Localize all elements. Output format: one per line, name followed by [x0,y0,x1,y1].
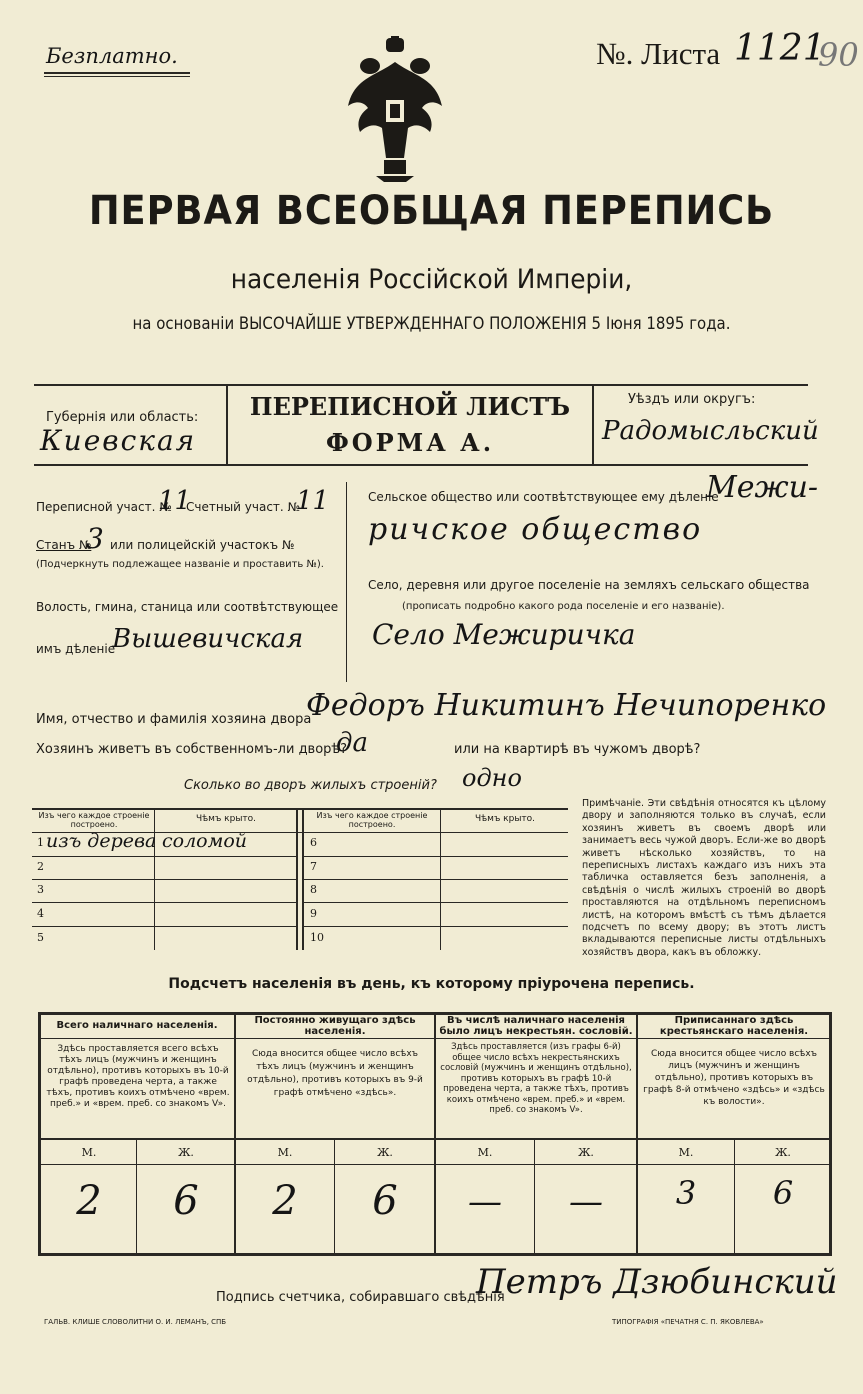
owner-name-label: Имя, отчество и фамилія хозяина двора [36,712,312,727]
note-underline: (Подчеркнуть подлежащее названіе и проставить №). [36,559,324,570]
buildings-table [32,808,568,950]
m-label: М. [477,1146,493,1159]
buildings-label: Сколько во дворъ жилыхъ строеній? [184,778,437,793]
col-desc-noncrest: Здѣсь проставляется (изъ графы 6-й) общее число всѣхъ некрестьянскихъ сословій (мужчинъ и женщинъ отдѣльно), противъ которыхъ въ графѣ 10-й проведена черта, а также тѣхъ, противъ коихъ отмѣчено «врем. преб.» и «врем. преб. со знакомъ V». [440,1042,632,1115]
f-label: Ж. [775,1146,791,1159]
form-subtitle: ФОРМА А. [325,428,495,457]
row-material: изъ дерева [46,830,157,852]
total-male-value: 2 [76,1178,102,1224]
village-value: Село Межиричка [372,618,636,651]
col-desc-peasant: Сюда вносится общее число всѣхъ лицъ (мужчинъ и женщинъ отдѣльно), противъ которыхъ въ графѣ 8-й отмѣчено «здѣсь» и «здѣсь къ волости». [643,1049,825,1107]
col-title-total: Всего наличнаго населенія. [56,1020,218,1031]
row-number: 4 [37,907,44,920]
count-area-label: Счетный участ. № [186,500,301,514]
permanent-male-value: 2 [272,1178,298,1224]
sub-title: населенія Россійской Имперіи, [230,264,633,295]
society-value-2: ричское общество [368,512,703,547]
sheet-number-extra: 90 [818,36,859,74]
m-label: М. [81,1146,97,1159]
row-number: 6 [310,836,317,849]
row-number: 2 [37,860,44,873]
guberniya-label: Губернія или область: [46,410,199,425]
remark-note: Примѣчаніе. Эти свѣдѣнія относятся къ цѣлому двору и заполняются только въ случаѣ, если хозяинъ живетъ въ своемъ дворѣ или занимаетъ весь чужой дворъ. Если-же во дворѣ живетъ нѣсколько хозяйствъ, то на переписныхъ листахъ каждаго изъ нихъ эта табличка оставляется безъ заполненія, а свѣдѣнія о числѣ жилыхъ строеній во дворѣ проставляются на отдѣльномъ переписномъ листѣ, на которомъ вмѣстѣ съ тѣмъ дѣлается подсчетъ по всему двору; въ этотъ листъ вкладываются переписные листы отдѣльныхъ хозяйствъ двора, какъ въ обложку. [582,798,826,958]
material-header-right: Изъ чего каждое строеніе построено. [316,811,428,829]
noncrest-female-value: — [569,1182,603,1222]
row-number: 10 [310,931,324,944]
volost-label: Волость, гмина, станица или соотвѣтствующее [36,600,339,614]
guberniya-value: Киевская [40,424,197,457]
count-heading: Подсчетъ населенія въ день, къ которому пріурочена перепись. [168,976,695,992]
col-desc-total: Здѣсь проставляется всего всѣхъ тѣхъ лицъ (мужчинъ и женщинъ отдѣльно), противъ которыхъ въ 10-й графѣ проведена черта, а также тѣхъ, противъ коихъ отмѣчено «врем. преб.» и «врем. преб. со знакомъ V». [46,1044,230,1109]
stan-label: Станъ № [36,538,92,552]
peasant-female-value: 6 [772,1174,794,1212]
col-desc-permanent: Сюда вносится общее число всѣхъ тѣхъ лицъ (мужчинъ и женщинъ отдѣльно), противъ которыхъ въ 9-й графѣ отмѣчено «здѣсь». [247,1049,423,1098]
village-note: (прописать подробно какого рода поселеніе и его названіе). [402,601,725,612]
village-label: Село, деревня или другое поселеніе на земляхъ сельскаго общества [368,578,810,592]
census-area-label: Переписной участ. № [36,500,172,514]
sheet-number-label: №. Листа [596,36,721,71]
row-number: 5 [37,931,44,944]
basis-line: на основаніи ВЫСОЧАЙШЕ УТВЕРЖДЕННАГО ПОЛОЖЕНІЯ 5 Іюня 1895 года. [132,314,731,334]
own-yard-value: да [336,728,368,758]
stan-value: 3 [86,522,104,555]
signature-value: Петръ Дзюбинский [476,1262,838,1302]
m-label: М. [678,1146,694,1159]
census-area-value: 11 [158,486,192,516]
society-value: Межи- [706,470,819,505]
f-label: Ж. [178,1146,194,1159]
volost-label-2: имъ дѣленіе [36,642,116,656]
buildings-value: одно [462,764,522,792]
roof-header-right: Чѣмъ крыто. [474,814,536,824]
uezd-value: Радомысльский [602,416,819,446]
col-title-noncrest: Въ числѣ наличнаго населенія было лицъ некрестьян. сословій. [439,1015,633,1037]
own-yard-label: Хозяинъ живетъ въ собственномъ-ли дворѣ? [36,742,348,757]
col-title-peasant: Приписаннаго здѣсь крестьянскаго населенія. [659,1015,809,1037]
police-label: или полицейскій участокъ № [110,538,295,552]
signature-label: Подпись счетчика, собиравшаго свѣдѣнія [216,1290,505,1305]
col-title-permanent: Постоянно живущаго здѣсь населенія. [254,1015,416,1037]
main-title: ПЕРВАЯ ВСЕОБЩАЯ ПЕРЕПИСЬ [88,188,775,234]
row-number: 3 [37,883,44,896]
sheet-number-value: 1121 [734,28,826,69]
total-female-value: 6 [173,1178,199,1224]
row-number: 9 [310,907,317,920]
count-area-value: 11 [296,486,330,516]
uezd-label: Уѣздъ или округъ: [628,392,756,407]
f-label: Ж. [377,1146,393,1159]
owner-name-value: Федоръ Никитинъ Нечипоренко [306,688,827,723]
permanent-female-value: 6 [372,1178,398,1224]
material-header: Изъ чего каждое строеніе построено. [38,811,150,829]
double-headed-eagle-emblem [346,36,444,182]
roof-header: Чѣмъ крыто. [195,814,257,824]
free-label: Безплатно. [46,44,178,68]
f-label: Ж. [578,1146,594,1159]
printer-left: ГАЛЬВ. КЛИШЕ СЛОВОЛИТНИ О. И. ЛЕМАНЪ, СПБ [44,1318,227,1326]
row-roof: соломой [162,830,248,852]
form-title: ПЕРЕПИСНОЙ ЛИСТЪ [249,392,571,421]
row-number: 7 [310,860,317,873]
volost-value: Вышевичская [112,624,304,654]
peasant-male-value: 3 [675,1174,697,1212]
row-number: 8 [310,883,317,896]
rent-label: или на квартирѣ въ чужомъ дворѣ? [454,742,701,757]
noncrest-male-value: — [468,1182,502,1222]
m-label: М. [277,1146,293,1159]
society-label: Сельское общество или соотвѣтствующее ему дѣленіе [368,490,719,504]
row-number: 1 [37,836,44,849]
count-table [38,1012,832,1256]
printer-right: ТИПОГРАФІЯ «ПЕЧАТНЯ С. П. ЯКОВЛЕВА» [612,1318,764,1326]
